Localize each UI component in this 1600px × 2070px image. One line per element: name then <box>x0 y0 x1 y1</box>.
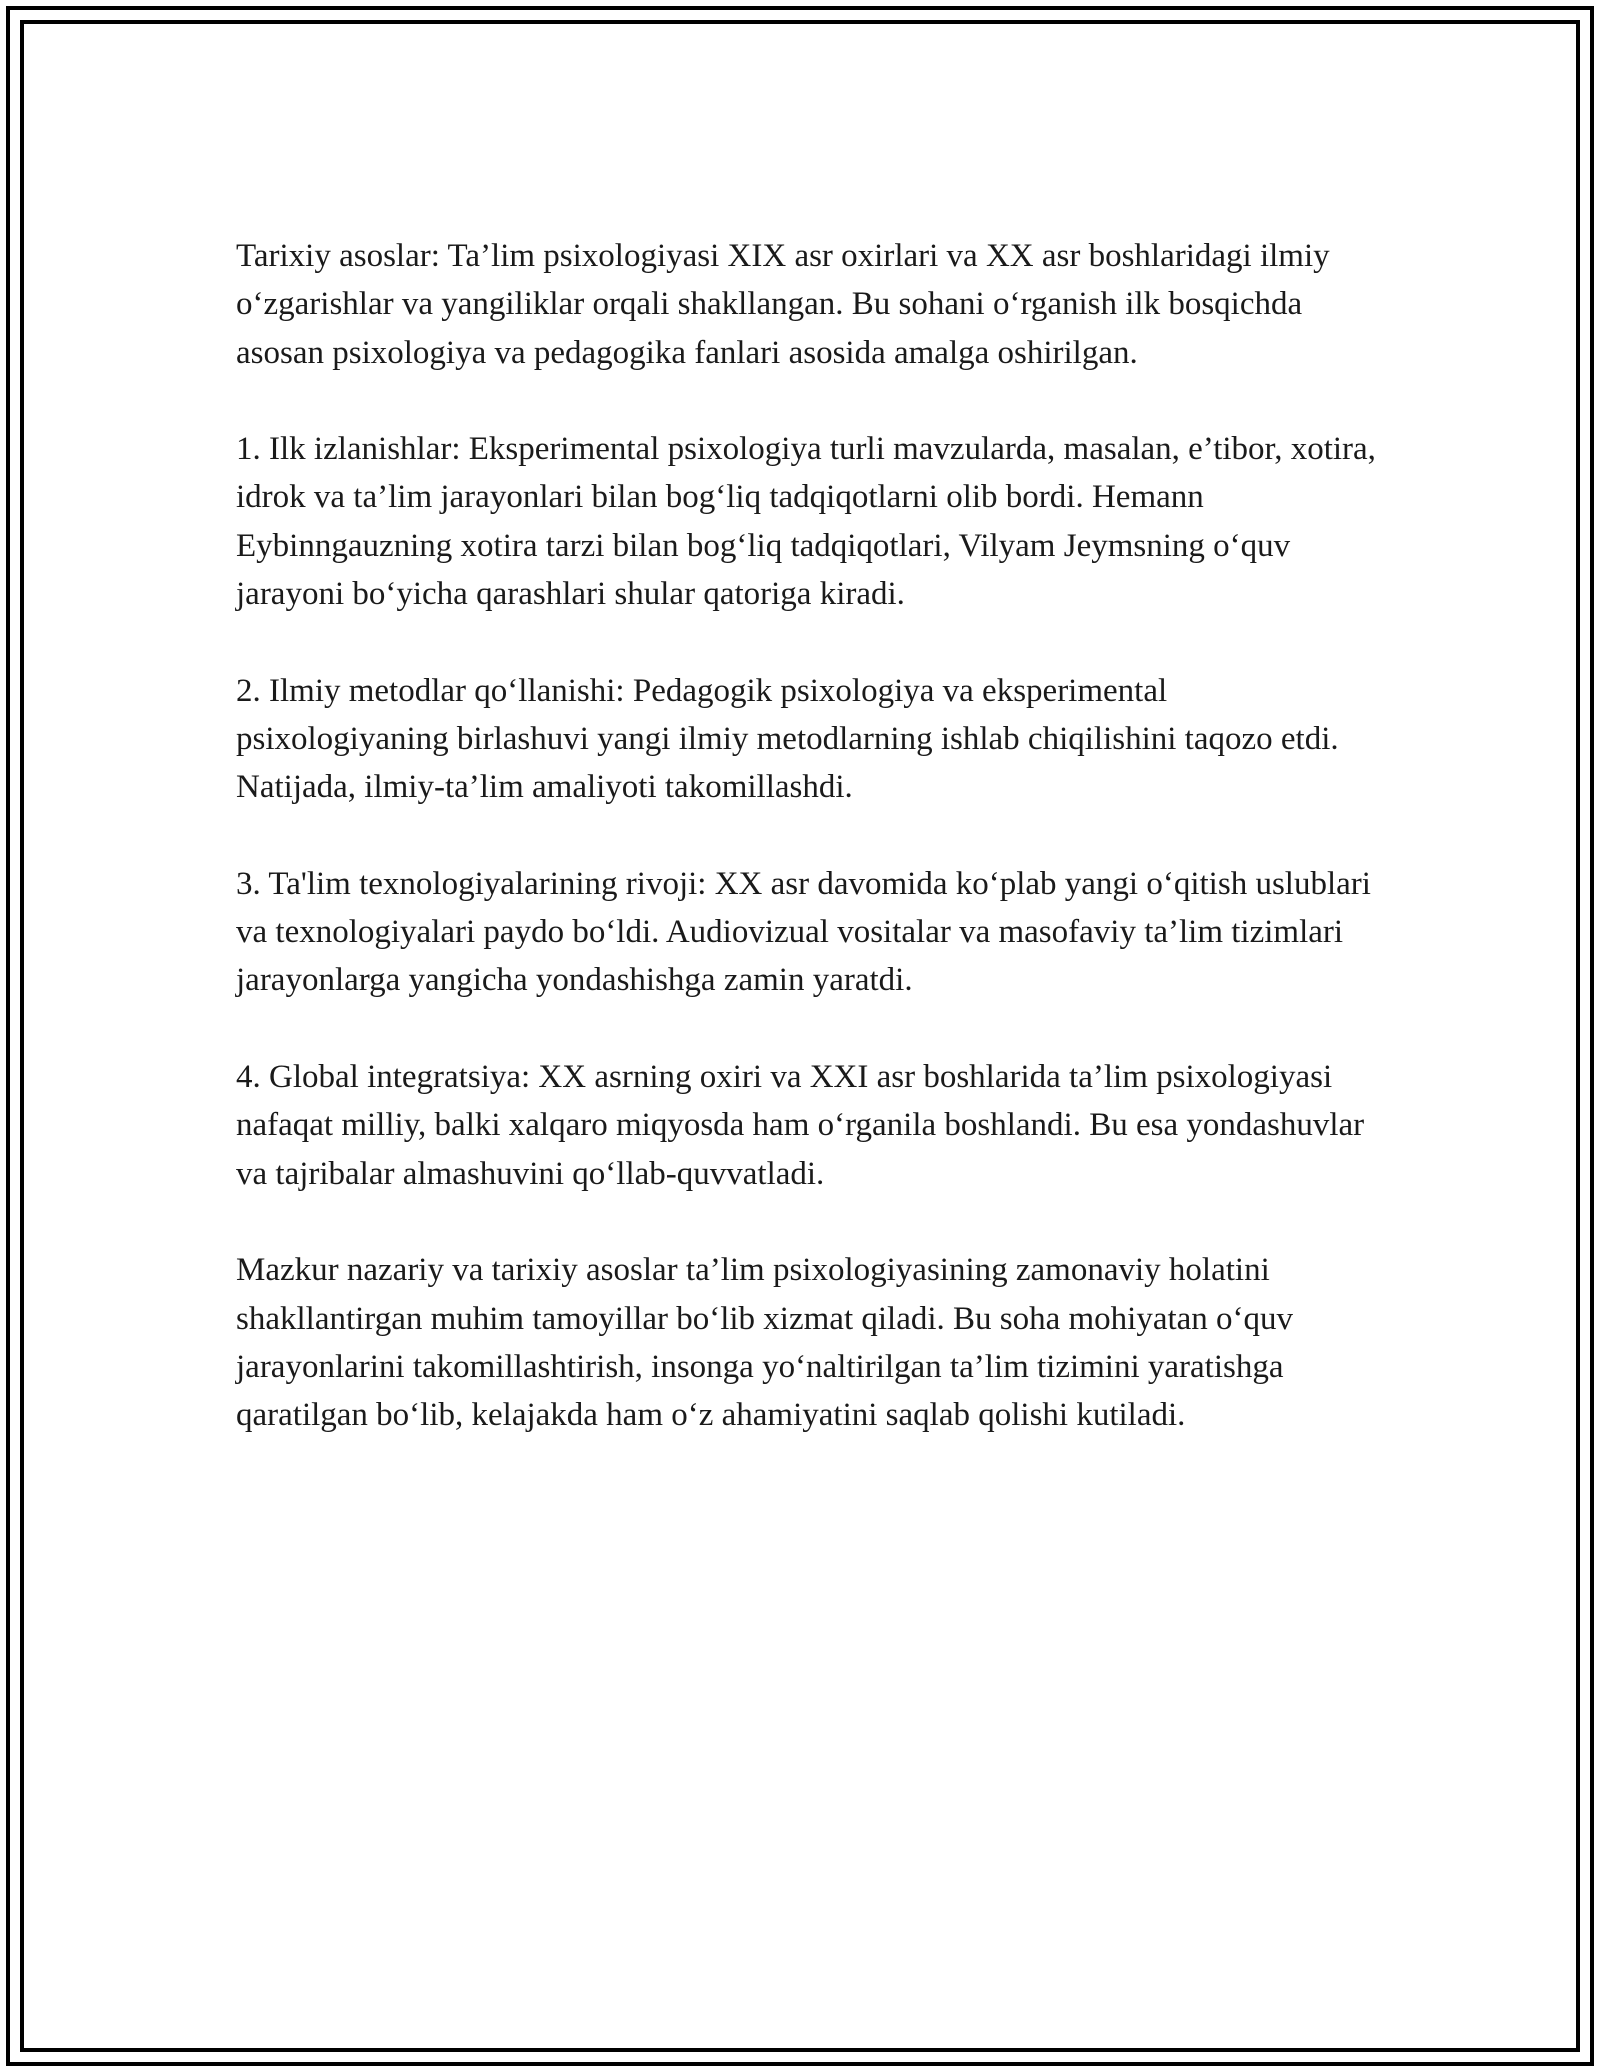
paragraph-historical-foundations: Tarixiy asoslar: Ta’lim psixologiyasi XIX asr oxirlari va XX asr boshlaridagi ilmiy o‘zgarishlar va yangiliklar orqali shakllangan. Bu sohani o‘rganish ilk bosqichda asosan psixologiya va pedagogika fanlari asosida amalga oshirilgan. <box>236 238 1330 371</box>
paragraph-education-technologies: 3. Ta'lim texnologiyalarining rivoji: XX asr davomida ko‘plab yangi o‘qitish uslublari va texnologiyalari paydo bo‘ldi. Audiovizual vositalar va masofaviy ta’lim tizimlari jarayonlarga yangicha yondashishga zamin yaratdi. <box>236 865 1371 999</box>
paragraph-scientific-methods: 2. Ilmiy metodlar qo‘llanishi: Pedagogik psixologiya va eksperimental psixologiyaning birlashuvi yangi ilmiy metodlarning ishlab chiqilishini taqozo etdi. Natijada, ilmiy-ta’lim amaliyoti takomillashdi. <box>236 672 1339 806</box>
paragraph-early-research: 1. Ilk izlanishlar: Eksperimental psixologiya turli mavzularda, masalan, e’tibor, xotira, idrok va ta’lim jarayonlari bilan bog‘liq tadqiqotlarni olib bordi. Hemann Eybinngauzning xotira tarzi bilan bog‘liq tadqiqotlari, Vilyam Jeymsning o‘quv jarayoni bo‘yicha qarashlari shular qatoriga kiradi. <box>236 431 1376 613</box>
document-body <box>236 232 1376 1488</box>
paragraph-global-integration: 4. Global integratsiya: XX asrning oxiri va XXI asr boshlarida ta’lim psixologiyasi nafaqat milliy, balki xalqaro miqyosda ham o‘rganila boshlandi. Bu esa yondashuvlar va tajribalar almashuvini qo‘llab-quvvatladi. <box>236 1059 1365 1192</box>
paragraph-conclusion: Mazkur nazariy va tarixiy asoslar ta’lim psixologiyasining zamonaviy holatini shakllantirgan muhim tamoyillar bo‘lib xizmat qiladi. Bu soha mohiyatan o‘quv jarayonlarini takomillashtirish, insonga yo‘naltirilgan ta’lim tizimini yaratishga qaratilgan bo‘lib, kelajakda ham o‘z ahamiyatini saqlab qolishi kutiladi. <box>236 1252 1294 1434</box>
